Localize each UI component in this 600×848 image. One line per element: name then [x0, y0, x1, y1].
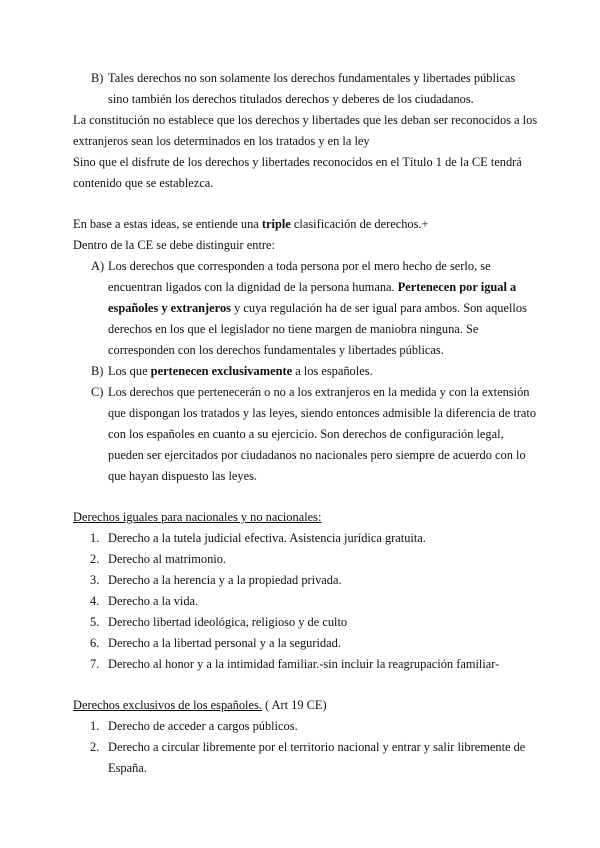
- list-item: Derecho libertad ideológica, religioso y de culto: [108, 615, 348, 629]
- list-number: 2.: [90, 740, 100, 754]
- list-item: Derecho a la libertad personal y a la seguridad.: [108, 636, 341, 650]
- list-marker-c: C): [91, 385, 104, 399]
- section-heading-equal-rights: Derechos iguales para nacionales y no nacionales:: [73, 510, 322, 524]
- list-item: Derecho al matrimonio.: [108, 552, 227, 566]
- item-a-line-4: derechos en los que el legislador no tiene margen de maniobra ninguna. Se: [108, 322, 479, 336]
- list-number: 1.: [90, 719, 100, 733]
- list-number: 6.: [90, 636, 100, 650]
- list-number: 2.: [90, 552, 100, 566]
- section-heading-exclusive-rights: Derechos exclusivos de los españoles. ( Art 19 CE): [73, 698, 327, 712]
- list-number: 5.: [90, 615, 100, 629]
- list-item: Derecho a circular libremente por el territorio nacional y entrar y salir libremente de: [108, 740, 526, 754]
- paragraph-disfrute-line-2: contenido que se establezca.: [73, 176, 214, 190]
- item-b-exclusive: Los que pertenecen exclusivamente a los españoles.: [108, 364, 373, 378]
- item-c-line-3: con los españoles en cuanto a su ejercicio. Son derechos de configuración legal,: [108, 427, 504, 441]
- list-item: Derecho de acceder a cargos públicos.: [108, 719, 298, 733]
- paragraph-constitucion-line-2: extranjeros sean los determinados en los tratados y en la ley: [73, 134, 370, 148]
- list-number: 3.: [90, 573, 100, 587]
- list-item: Derecho a la tutela judicial efectiva. Asistencia jurídica gratuita.: [108, 531, 426, 545]
- item-c-line-1: Los derechos que pertenecerán o no a los extranjeros en la medida y con la extensión: [108, 385, 530, 399]
- paragraph-constitucion-line-1: La constitución no establece que los derechos y libertades que les deban ser reconocidos a los: [73, 113, 538, 127]
- list-marker-b-2: B): [91, 364, 104, 378]
- list-marker-b: B): [91, 71, 104, 85]
- item-c-line-4: pueden ser ejercitados por ciudadanos no nacionales pero siempre de acuerdo con lo: [108, 448, 526, 462]
- list-marker-a: A): [91, 259, 105, 273]
- item-b-line-1: Tales derechos no son solamente los derechos fundamentales y libertades públicas: [108, 71, 516, 85]
- item-b-line-2: sino también los derechos titulados derechos y deberes de los ciudadanos.: [108, 92, 474, 106]
- list-item: Derecho a la herencia y a la propiedad privada.: [108, 573, 342, 587]
- item-a-line-5: corresponden con los derechos fundamentales y libertades públicas.: [108, 343, 444, 357]
- item-a-line-2: encuentran ligados con la dignidad de la persona humana. Pertenecen por igual a: [108, 280, 517, 294]
- list-number: 7.: [90, 657, 100, 671]
- item-a-line-3: españoles y extranjeros y cuya regulación ha de ser igual para ambos. Son aquellos: [108, 301, 527, 315]
- list-item: Derecho al honor y a la intimidad familiar.-sin incluir la reagrupación familiar-: [108, 657, 500, 671]
- list-number: 1.: [90, 531, 100, 545]
- list-item-continuation: España.: [108, 761, 147, 775]
- classification-lead: Dentro de la CE se debe distinguir entre:: [73, 238, 275, 252]
- list-number: 4.: [90, 594, 100, 608]
- classification-intro: En base a estas ideas, se entiende una triple clasificación de derechos.+: [73, 217, 429, 231]
- item-c-line-5: que hayan dispuesto las leyes.: [108, 469, 257, 483]
- item-a-line-1: Los derechos que corresponden a toda persona por el mero hecho de serlo, se: [108, 259, 491, 273]
- item-c-line-2: que dispongan los tratados y las leyes, siendo entonces admisible la diferencia de trato: [108, 406, 537, 420]
- paragraph-disfrute-line-1: Sino que el disfrute de los derechos y libertades reconocidos en el Título 1 de la CE tendrá: [73, 155, 522, 169]
- list-item: Derecho a la vida.: [108, 594, 199, 608]
